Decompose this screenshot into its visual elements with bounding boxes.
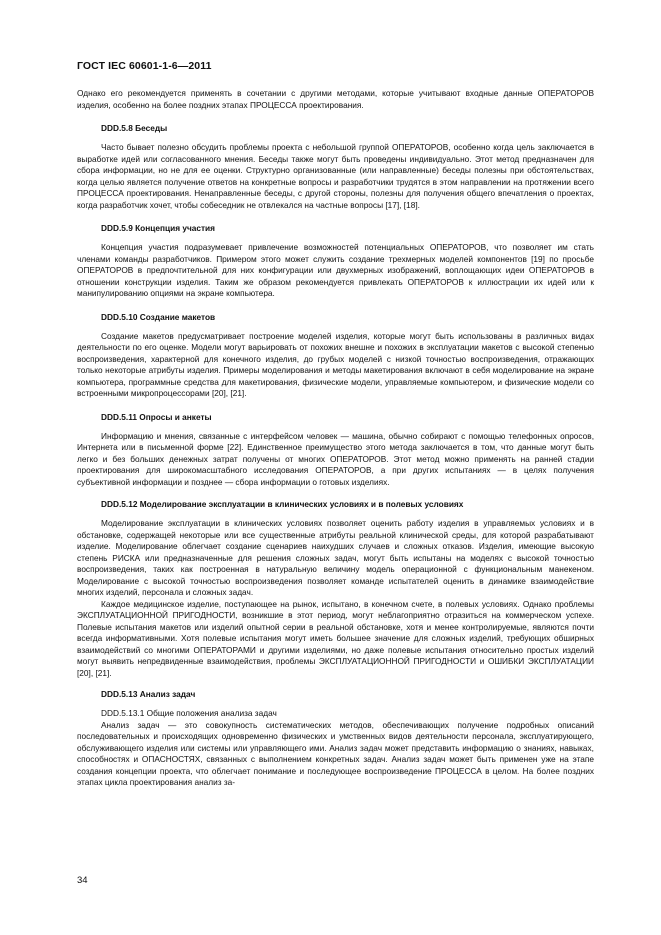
document-header: ГОСТ IEC 60601-1-6—2011 [77, 60, 212, 72]
section-paragraph: Анализ задач — это совокупность систематических методов, обеспечивающих получение подробных описаний последовательных и происходящих одновременно физических и умственных видов деятельности персонала, эксплуатирующего, обслуживающего изделия или системы или управляющего ими. Анализ задач может представить информацию о знаниях, навыках, способностях и ОПАСНОСТЯХ, связанных с выполнением конкретных задач. Анализ задач может быть применен уже на этапе создания концепции проекта, что облегчает понимание и последующее воспроизведение ПРОЦЕССА в целом. На более поздних этапах цикла проектирования анализ за- [77, 719, 594, 787]
document-body [77, 88, 594, 789]
section-paragraph: Часто бывает полезно обсудить проблемы проекта с небольшой группой ОПЕРАТОРОВ, особенно когда цель заключается в выработке идей или согласованного мнения. Беседы также могут быть проведены индивидуально. Этот метод предназначен для сбора информации, но не для ее оценки. Структурно организованные (или направленные) беседы полезны при обстоятельствах, когда целью является получение ответов на конкретные вопросы и разработчики трудятся в этом направлении на протяжении всего ПРОЦЕССА проектирования. Ненаправленные беседы, с другой стороны, полезны для получения общего впечатления о проектах, когда разработчик хочет, чтобы собеседник не отвлекался на частные вопросы [17], [18]. [77, 142, 594, 210]
page-number: 34 [77, 875, 88, 886]
section-paragraph: Моделирование эксплуатации в клинических условиях позволяет оценить работу изделия в управляемых условиях и в обстановке, содержащей некоторые или все существенные атрибуты реальной клинической среды, для которой разрабатывают изделие. Моделирование облегчает создание сценариев наихудших случаев и сложных отказов. Изделия, имеющие высокую степень РИСКА или предназначенные для решения сложных задач, могут быть испытаны на моделях с высокой точностью воспроизведения, таких как построенная в натуральную величину модель операционной с функциональным манекеном. Моделирование с высокой точностью воспроизведения позволяет команде испытателей оценить в динамике взаимодействие многих изделий, персонала и сложных задач. [77, 518, 594, 597]
section-paragraph: Концепция участия подразумевает привлечение возможностей потенциальных ОПЕРАТОРОВ, что позволяет им стать членами команды разработчиков. Примером этого может служить создание трехмерных моделей компонентов [19] по просьбе ОПЕРАТОРОВ в предпочтительной для них конфигурации или двухмерных изображений, воплощающих идеи ОПЕРАТОРОВ в отношении конструкции изделия. Таким же образом рекомендуется привлекать ОПЕРАТОРОВ к иллюстрации их идей или к манипулированию опциями на экране компьютера. [77, 242, 594, 298]
section-heading-ddd-5-13: DDD.5.13 Анализ задач [101, 689, 196, 699]
section-heading-ddd-5-10: DDD.5.10 Создание макетов [101, 311, 216, 322]
section-heading-ddd-5-12: DDD.5.12 Моделирование эксплуатации в клинических условиях и в полевых условиях [101, 499, 464, 509]
subsection-heading-ddd-5-13-1: DDD.5.13.1 Общие положения анализа задач [101, 708, 277, 718]
section-heading-ddd-5-9: DDD.5.9 Концепция участия [101, 223, 216, 233]
intro-paragraph: Однако его рекомендуется применять в сочетании с другими методами, которые учитывают входные данные ОПЕРАТОРОВ изделия, особенно на более поздних этапах ПРОЦЕССА проектирования. [77, 88, 594, 110]
section-paragraph: Информацию и мнения, связанные с интерфейсом человек — машина, обычно собирают с помощью телефонных опросов, Интернета или в письменной форме [22]. Единственное преимущество этого метода заключается в том, что данные могут быть легко и без больших денежных затрат получены от многих ОПЕРАТОРОВ. Этот метод можно применять на ранней стадии проектирования для широкомасштабного исследования ОПЕРАТОРОВ, а при других испытаниях — в целях получения субъективной информации и позднее — сбора информации о готовых изделиях. [77, 430, 594, 487]
section-paragraph: Создание макетов предусматривает построение моделей изделия, которые могут быть использованы в различных видах деятельности по его оценке. Модели могут варьировать от похожих внешне и похожих в эксплуатации макетов с высокой степенью воспроизведения, характерной для конечного изделия, до грубых моделей с низкой точностью воспроизведения, отражающих только некоторые атрибуты изделия. Примеры моделирования и методы макетирования включают в себя моделирование на экране компьютера, программные средства для макетирования, физические модели, управляемые компьютером, и физические модели со встроенными микропроцессорами [20], [21]. [77, 330, 594, 398]
section-heading-ddd-5-8: DDD.5.8 Беседы [101, 123, 168, 133]
section-paragraph: Каждое медицинское изделие, поступающее на рынок, испытано, в конечном счете, в полевых условиях. Однако проблемы ЭКСПЛУАТАЦИОННОЙ ПРИГОДНОСТИ, возникшие в этот период, могут неблагоприятно отразиться на коммерческом успехе. Полевые испытания макетов или изделий опытной серии в реальной обстановке, хотя и менее контролируемые, являются почти всегда информативными. Хотя полевые испытания могут иметь большее значение для сложных изделий, требующих обширных взаимодействий со многими ОПЕРАТОРАМИ и другими изделиями, но даже полевые испытания относительно простых изделий могут выявить непредвиденные взаимодействия, проблемы ЭКСПЛУАТАЦИОННОЙ ПРИГОДНОСТИ и ОШИБКИ ЭКСПЛУАТАЦИИ [20], [21]. [77, 598, 594, 678]
section-heading-ddd-5-11: DDD.5.11 Опросы и анкеты [101, 411, 212, 422]
